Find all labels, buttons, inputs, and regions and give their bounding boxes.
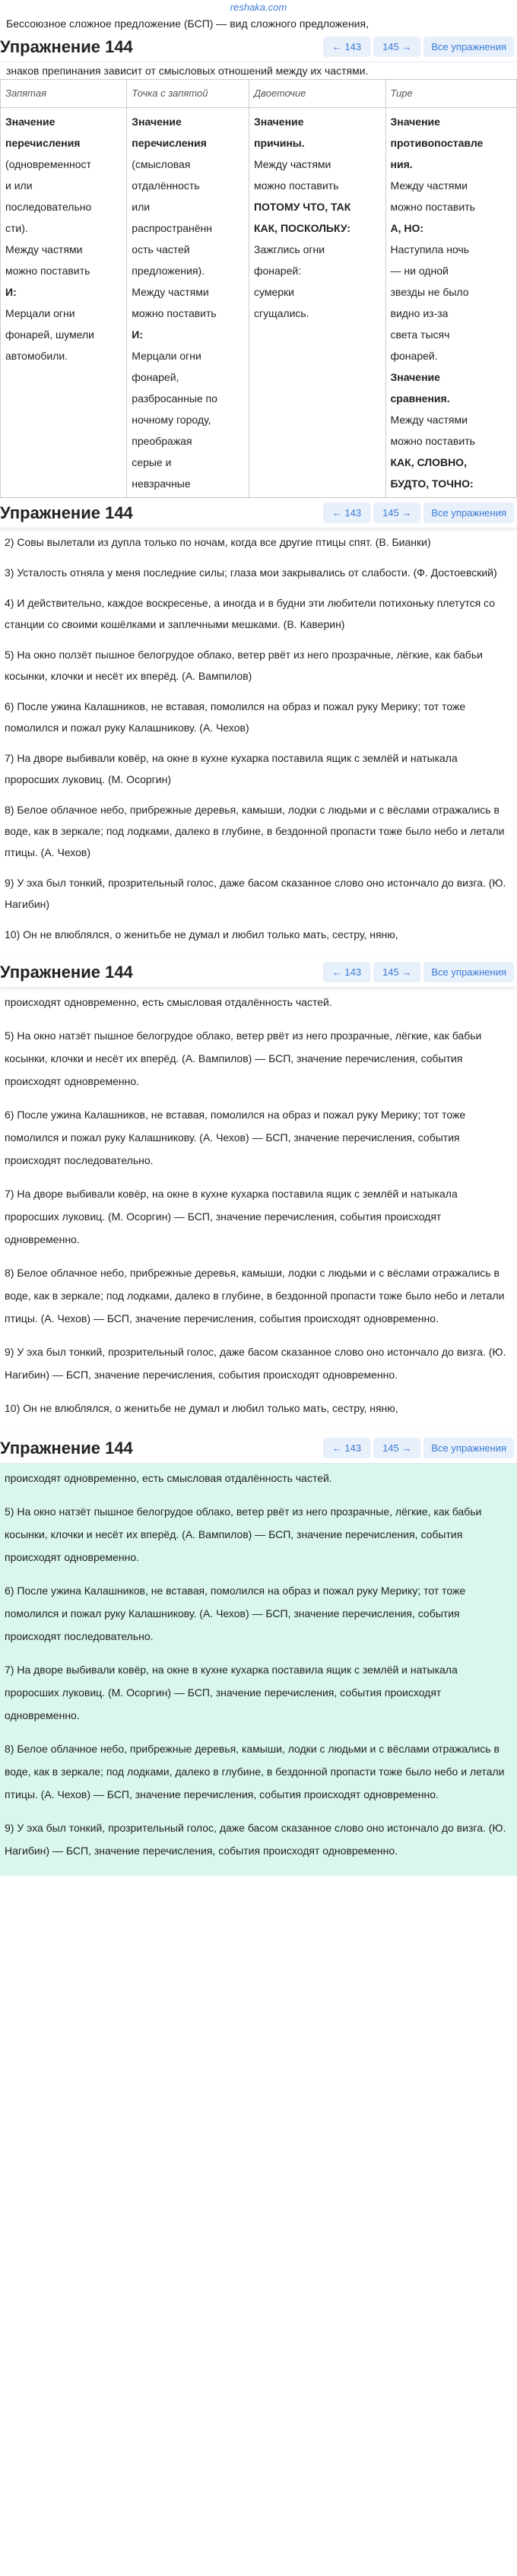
answer-intro: происходят одновременно, есть смысловая отдалённость частей. <box>5 1472 332 1484</box>
answer-item: 9) У эха был тонкий, прозрительный голос, даже басом сказанное слово оно истончало до визга. (Ю. Нагибин) — БСП, значение перечисления, события происходят одновременно. <box>5 1822 506 1857</box>
table-header: Запятая <box>1 80 127 108</box>
exercise-title: Упражнение 144 <box>0 962 133 982</box>
exercise-title: Упражнение 144 <box>0 36 133 56</box>
sentence-item: 3) Усталость отняла у меня последние силы; глаза мои закрывались от слабости. (Ф. Достоевский) <box>5 566 497 579</box>
answer-item: 7) На дворе выбивали ковёр, на окне в кухне кухарка поставила ящик с землёй и натыкала проросших луковиц. (М. Осоргин) — БСП, значение перечисления, события происходят одновременно. <box>5 1188 458 1245</box>
answer-item: 8) Белое облачное небо, прибрежные деревья, камыши, лодки с людьми и с вёслами отражались в воде, как в зеркале; под лодками, далеко в глубине, в бездонной пропасти тоже было небо и летали птицы. (А. Чехов) — БСП, значение перечисления, события происходят одновременно. <box>5 1743 505 1800</box>
next-exercise-button[interactable]: 145 → <box>373 36 420 57</box>
prev-exercise-button[interactable]: ← 143 <box>323 962 370 982</box>
sentence-item: 7) На дворе выбивали ковёр, на окне в кухне кухарка поставила ящик с землёй и натыкала проросших луковиц. (М. Осоргин) <box>5 752 458 785</box>
sentence-item: 8) Белое облачное небо, прибрежные деревья, камыши, лодки с людьми и с вёслами отражались в воде, как в зеркале; под лодками, далеко в глубине, в бездонной пропасти тоже было небо и летали птицы. (А. Чехов) <box>5 804 505 858</box>
sentence-item: 4) И действительно, каждое воскресенье, а иногда и в будни эти любители потихоньку плетутся со станции со своими кошёлками и заплечными мешками. (В. Каверин) <box>5 597 496 630</box>
table-header: Точка с запятой <box>127 80 249 108</box>
table-cell-comma: Значение перечисления (одновременност и или последовательно сти). Между частями можно поставить И: Мерцали огни фонарей, шумели автомобили. <box>1 108 127 498</box>
answer-item: 5) На окно натзёт пышное белогрудое облако, ветер рвёт из него прозрачные, лёгкие, как бабьи косынки, клочки и несёт их вперёд. (А. Вампилов) — БСП, значение перечисления, события происходят одновременно. <box>5 1029 482 1087</box>
next-exercise-button[interactable]: 145 → <box>373 503 420 523</box>
all-exercises-button[interactable]: Все упражнения <box>423 1438 514 1458</box>
intro-line-1: Бессоюзное сложное предложение (БСП) — вид сложного предложения, <box>6 17 369 30</box>
exercise-header-sticky-4 <box>0 1433 517 1464</box>
sentence-item: 2) Совы вылетали из дупла только по ночам, когда все другие птицы спят. (В. Бианки) <box>5 536 431 548</box>
exercise-nav <box>323 962 517 982</box>
table-cell-colon: Значение причины. Между частями можно поставить ПОТОМУ ЧТО, ТАК КАК, ПОСКОЛЬКУ: Зажглись огни фонарей: сумерки сгущались. <box>249 108 385 498</box>
exercise-title: Упражнение 144 <box>0 1438 133 1458</box>
exercise-header-sticky-3 <box>0 957 517 988</box>
answer-item: 9) У эха был тонкий, прозрительный голос, даже басом сказанное слово оно истончало до визга. (Ю. Нагибин) — БСП, значение перечисления, события происходят одновременно. <box>5 1346 506 1381</box>
answer-item: 6) После ужина Калашников, не вставая, помолился на образ и пожал руку Мерику; тот тоже помолился и пожал руку Калашникову. (А. Чехов) — БСП, значение перечисления, события происходят последовательно. <box>5 1109 466 1166</box>
sentence-item: 5) На окно ползёт пышное белогрудое облако, ветер рвёт из него прозрачные, лёгкие, как бабьи косынки, клочки и несёт их вперёд. (А. Вампилов) <box>5 649 483 682</box>
prev-exercise-button[interactable]: ← 143 <box>323 1438 370 1458</box>
intro-line-2: знаков препинания зависит от смысловых отношений между их частями. <box>6 65 369 77</box>
sentence-item: 10) Он не влюблялся, о женитьбе не думал и любил только мать, сестру, няню, <box>5 928 398 941</box>
next-exercise-button[interactable]: 145 → <box>373 962 420 982</box>
table-header: Тире <box>385 80 517 108</box>
answer-block-highlighted <box>0 1464 517 1876</box>
sentence-item: 6) После ужина Калашников, не вставая, помолился на образ и пожал руку Мерику; тот тоже помолился и пожал руку Калашникову. (А. Чехов) <box>5 700 466 734</box>
exercise-nav <box>323 503 517 523</box>
exercise-header-sticky-2 <box>0 498 517 528</box>
prev-exercise-button[interactable]: ← 143 <box>323 36 370 57</box>
exercise-header <box>0 32 517 62</box>
answer-intro: происходят одновременно, есть смысловая отдалённость частей. <box>5 996 332 1008</box>
answer-item: 10) Он не влюблялся, о женитьбе не думал и любил только мать, сестру, няню, <box>5 1402 398 1414</box>
answer-item: 7) На дворе выбивали ковёр, на окне в кухне кухарка поставила ящик с землёй и натыкала проросших луковиц. (М. Осоргин) — БСП, значение перечисления, события происходят одновременно. <box>5 1664 458 1721</box>
answer-item: 8) Белое облачное небо, прибрежные деревья, камыши, лодки с людьми и с вёслами отражались в воде, как в зеркале; под лодками, далеко в глубине, в бездонной пропасти тоже было небо и летали птицы. (А. Чехов) — БСП, значение перечисления, события происходят одновременно. <box>5 1267 505 1324</box>
all-exercises-button[interactable]: Все упражнения <box>423 36 514 57</box>
all-exercises-button[interactable]: Все упражнения <box>423 962 514 982</box>
exercise-nav <box>323 36 517 57</box>
answer-item: 6) После ужина Калашников, не вставая, помолился на образ и пожал руку Мерику; тот тоже помолился и пожал руку Калашникову. (А. Чехов) — БСП, значение перечисления, события происходят последовательно. <box>5 1585 466 1642</box>
all-exercises-button[interactable]: Все упражнения <box>423 503 514 523</box>
table-cell-semicolon: Значение перечисления (смысловая отдалённость или распространённ ость частей предложения). Между частями можно поставить И: Мерцали огни фонарей, разбросанные по ночному городу, преображая серые и невзрачные <box>127 108 249 498</box>
exercise-sentences <box>0 528 517 957</box>
sentence-item: 9) У эха был тонкий, прозрительный голос, даже басом сказанное слово оно истончало до визга. (Ю. Нагибин) <box>5 877 506 910</box>
table-cell-dash: Значение противопоставле ния. Между частями можно поставить А, НО: Наступила ночь — ни одной звезды не было видно из-за света тысяч фонарей. Значение сравнения. Между частями можно поставить КАК, СЛОВНО, БУДТО, ТОЧНО: <box>385 108 517 498</box>
exercise-nav <box>323 1438 517 1458</box>
prev-exercise-button[interactable]: ← 143 <box>323 503 370 523</box>
answer-item: 5) На окно натзёт пышное белогрудое облако, ветер рвёт из него прозрачные, лёгкие, как бабьи косынки, клочки и несёт их вперёд. (А. Вампилов) — БСП, значение перечисления, события происходят одновременно. <box>5 1505 482 1563</box>
punctuation-table <box>0 79 517 498</box>
next-exercise-button[interactable]: 145 → <box>373 1438 420 1458</box>
site-logo[interactable]: reshaka.com <box>230 2 287 13</box>
table-header: Двоеточие <box>249 80 385 108</box>
exercise-title: Упражнение 144 <box>0 503 133 522</box>
answer-block <box>0 988 517 1433</box>
intro-text <box>0 15 517 32</box>
